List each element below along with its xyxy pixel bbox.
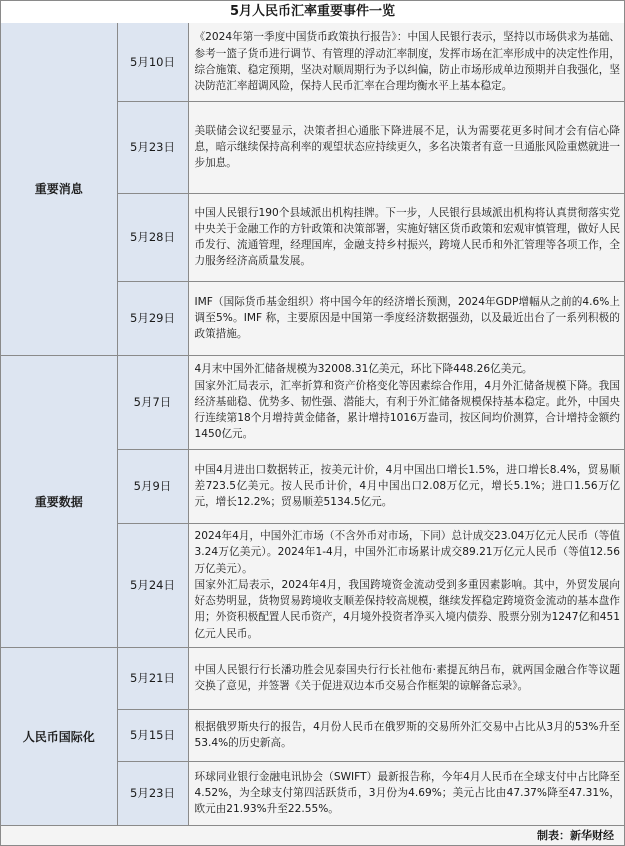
content-paragraph: 国家外汇局表示，汇率折算和资产价格变化等因素综合作用，4月外汇储备规模下降。我国经济基础稳、优势多、韧性强、潜能大，有利于外汇储备规模保持基本稳定。此外，中国央行连续第18个月增持黄金储备，累计增持1016万盎司，按区间均价测算，合计增持金额约1450亿元。 xyxy=(194,379,620,441)
date-cell: 5月23日 xyxy=(117,101,188,193)
date-cell: 5月28日 xyxy=(117,193,188,281)
date-cell: 5月10日 xyxy=(117,23,188,101)
content-paragraph: 2024年4月，中国外汇市场（不含外币对市场，下同）总计成交23.04万亿元人民币（等值3.24万亿美元）。2024年1-4月，中国外汇市场累计成交89.21万亿元人民币（等值12.56万亿美元）。 xyxy=(194,530,620,575)
content-cell xyxy=(188,761,624,825)
content-cell xyxy=(188,193,624,281)
content-paragraph: 美联储会议纪要显示，决策者担心通胀下降进展不足，认为需要花更多时间才会有信心降息，暗示继续保持高利率的观望状态应持续更久，多名决策者有意一旦通胀风险重燃就进一步加息。 xyxy=(194,124,620,170)
source-credit: 制表：新华财经 xyxy=(1,825,624,845)
content-cell xyxy=(188,355,624,449)
content-paragraph: 4月末中国外汇储备规模为32008.31亿美元，环比下降448.26亿美元。 xyxy=(194,363,533,376)
table-row xyxy=(1,647,624,709)
table-row xyxy=(1,23,624,101)
content-paragraph: IMF（国际货币基金组织）将中国今年的经济增长预测，2024年GDP增幅从之前的4.6%上调至5%。IMF 称，主要原因是中国第一季度经济数据强劲，以及最近出台了一系列积极的政策措施。 xyxy=(194,295,620,341)
sheet-title: 5月人民币汇率重要事件一览 xyxy=(1,1,624,24)
events-table xyxy=(1,23,624,826)
category-cell-internationalization: 人民币国际化 xyxy=(1,647,117,825)
table-row xyxy=(1,355,624,449)
content-cell xyxy=(188,709,624,761)
date-cell: 5月7日 xyxy=(117,355,188,449)
category-cell-news: 重要消息 xyxy=(1,23,117,355)
content-paragraph: 根据俄罗斯央行的报告，4月份人民币在俄罗斯的交易所外汇交易中占比从3月的53%升至53.4%的历史新高。 xyxy=(194,720,620,749)
content-cell xyxy=(188,523,624,647)
category-cell-data: 重要数据 xyxy=(1,355,117,647)
content-paragraph: 中国4月进出口数据转正，按美元计价，4月中国出口增长1.5%，进口增长8.4%，贸易顺差723.5亿美元。按人民币计价，4月中国出口2.08万亿元，增长5.1%；进口1.56万亿元，增长12.2%；贸易顺差5134.5亿元。 xyxy=(194,463,620,509)
content-cell xyxy=(188,281,624,355)
content-cell xyxy=(188,101,624,193)
content-paragraph: 环球同业银行金融电讯协会（SWIFT）最新报告称，今年4月人民币在全球支付中占比降至4.52%，为全球支付第四活跃货币，3月份为4.69%；美元占比由47.37%降至47.31%，欧元由21.93%升至22.55%。 xyxy=(194,770,620,816)
content-paragraph: 《2024年第一季度中国货币政策执行报告》：中国人民银行表示，坚持以市场供求为基础、参考一篮子货币进行调节、有管理的浮动汇率制度，发挥市场在汇率形成中的决定性作用，综合施策、稳定预期，坚决对顺周期行为予以纠偏，防止市场形成单边预期并自我强化，坚决防范汇率超调风险，保持人民币汇率在合理均衡水平上基本稳定。 xyxy=(194,31,620,92)
content-cell xyxy=(188,647,624,709)
content-cell xyxy=(188,23,624,101)
date-cell: 5月15日 xyxy=(117,709,188,761)
date-cell: 5月21日 xyxy=(117,647,188,709)
content-cell xyxy=(188,449,624,523)
date-cell: 5月29日 xyxy=(117,281,188,355)
date-cell: 5月23日 xyxy=(117,761,188,825)
date-cell: 5月24日 xyxy=(117,523,188,647)
content-paragraph: 中国人民银行190个县域派出机构挂牌。下一步，人民银行县域派出机构将认真贯彻落实党中央关于金融工作的方针政策和决策部署，实施好辖区货币政策和宏观审慎管理，做好人民币发行、流通管理，经理国库，金融支持乡村振兴，跨境人民币和外汇管理等各项工作，全力服务经济高质量发展。 xyxy=(194,206,620,268)
date-cell: 5月9日 xyxy=(117,449,188,523)
content-paragraph: 中国人民银行行长潘功胜会见泰国央行行长社他布·素提瓦纳吕布，就两国金融合作等议题交换了意见，并签署《关于促进双边本币交易合作框架的谅解备忘录》。 xyxy=(194,663,620,692)
content-paragraph: 国家外汇局表示，2024年4月，我国跨境资金流动受到多重因素影响。其中，外贸发展向好态势明显，货物贸易跨境收支顺差保持较高规模，继续发挥稳定跨境资金流动的基本盘作用；外资积极配置人民币资产，4月境外投资者净买入境内债券、股票分别为1247亿和451亿元人民币。 xyxy=(194,578,620,640)
